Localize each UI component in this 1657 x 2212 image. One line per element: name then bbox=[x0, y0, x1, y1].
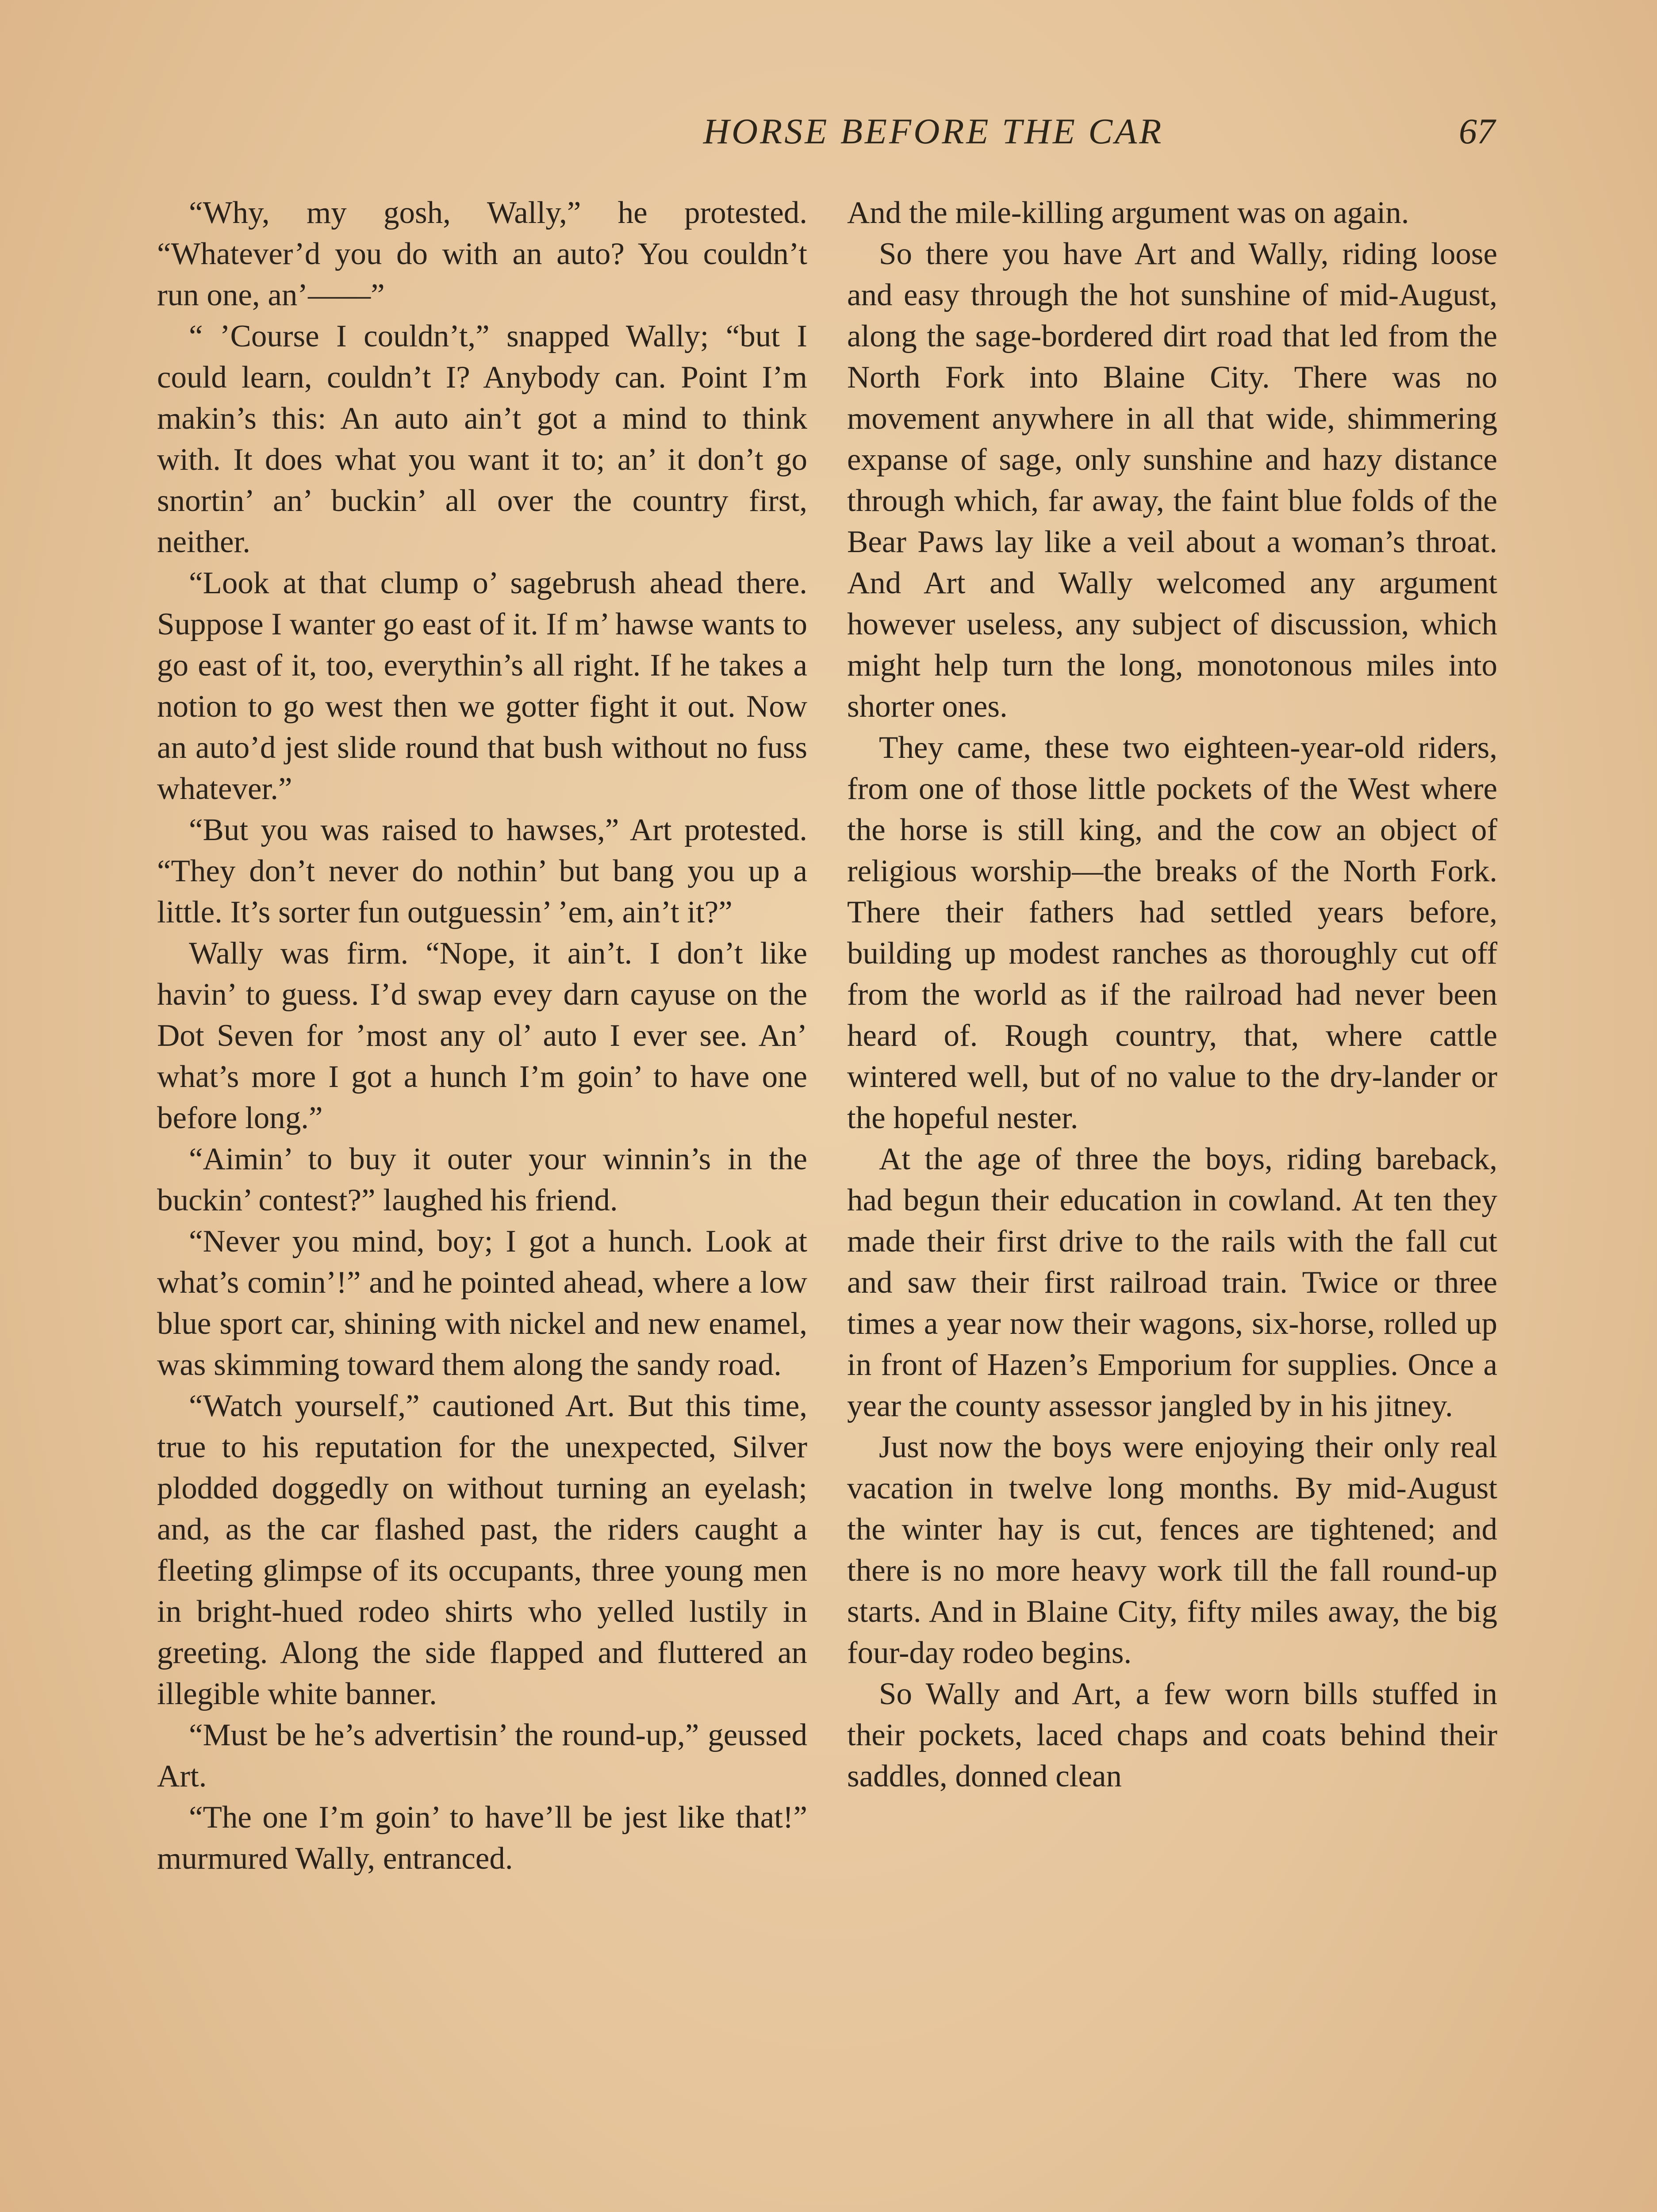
paragraph-continued: And the mile-killing argument was on again. bbox=[847, 196, 1409, 230]
paragraph: “Why, my gosh, Wally,” he protested. “Whatever’d you do with an auto? You couldn’t run one, an’——” bbox=[157, 196, 807, 312]
paragraph: So Wally and Art, a few worn bills stuffed in their pockets, laced chaps and coats behind their saddles, donned clean bbox=[847, 1677, 1497, 1793]
paragraph: “Aimin’ to buy it outer your winnin’s in the buckin’ contest?” laughed his friend. bbox=[157, 1142, 807, 1217]
paragraph: Just now the boys were enjoying their only real vacation in twelve long months. By mid-August the winter hay is cut, fences are tightened; and there is no more heavy work till the fall round-up starts. And in Blaine City, fifty miles away, the big four-day rodeo begins. bbox=[847, 1430, 1497, 1670]
paragraph: Wally was firm. “Nope, it ain’t. I don’t like havin’ to guess. I’d swap evey darn cayuse on the Dot Seven for ’most any ol’ auto I ever see. An’ what’s more I got a hunch I’m goin’ to have one before long.” bbox=[157, 936, 807, 1135]
page-header bbox=[159, 111, 1495, 177]
left-column bbox=[157, 192, 807, 2212]
paragraph: “Must be he’s advertisin’ the round-up,” geussed Art. bbox=[157, 1718, 807, 1793]
right-column bbox=[847, 192, 1497, 2212]
paragraph: “Never you mind, boy; I got a hunch. Look at what’s comin’!” and he pointed ahead, where a low blue sport car, shining with nickel and new enamel, was skimming toward them along the sandy road. bbox=[157, 1224, 807, 1382]
paragraph: They came, these two eighteen-year-old riders, from one of those little pockets of the West where the horse is still king, and the cow an object of religious worship—the breaks of the North Fork. There their fathers had settled years before, building up modest ranches as thoroughly cut off from the world as if the railroad had never been heard of. Rough country, that, where cattle wintered well, but of no value to the dry-lander or the hopeful nester. bbox=[847, 730, 1497, 1135]
page-number: 67 bbox=[1459, 111, 1495, 151]
paragraph: So there you have Art and Wally, riding loose and easy through the hot sunshine of mid-August, along the sage-bordered dirt road that led from the North Fork into Blaine City. There was no movement anywhere in all that wide, shimmering expanse of sage, only sunshine and hazy distance through which, far away, the faint blue folds of the Bear Paws lay like a veil about a woman’s throat. And Art and Wally welcomed any argument however useless, any subject of discussion, which might help turn the long, monotonous miles into shorter ones. bbox=[847, 237, 1497, 724]
paragraph: “The one I’m goin’ to have’ll be jest like that!” murmured Wally, entranced. bbox=[157, 1800, 807, 1876]
paragraph: “Look at that clump o’ sagebrush ahead there. Suppose I wanter go east of it. If m’ hawse wants to go east of it, too, everythin’s all right. If he takes a notion to go west then we gotter fight it out. Now an auto’d jest slide round that bush without no fuss whatever.” bbox=[157, 566, 807, 806]
paragraph: At the age of three the boys, riding bareback, had begun their education in cowland. At ten they made their first drive to the rails with the fall cut and saw their first railroad train. Twice or three times a year now their wagons, six-horse, rolled up in front of Hazen’s Emporium for supplies. Once a year the county assessor jangled by in his jitney. bbox=[847, 1142, 1497, 1423]
paragraph: “But you was raised to hawses,” Art protested. “They don’t never do nothin’ but bang you up a little. It’s sorter fun outguessin’ ’em, ain’t it?” bbox=[157, 813, 807, 929]
running-head: HORSE BEFORE THE CAR bbox=[703, 111, 1164, 151]
paragraph: “ ’Course I couldn’t,” snapped Wally; “but I could learn, couldn’t I? Anybody can. Point I’m makin’s this: An auto ain’t got a mind to think with. It does what you want it to; an’ it don’t go snortin’ an’ buckin’ all over the country first, neither. bbox=[157, 319, 807, 559]
paragraph: “Watch yourself,” cautioned Art. But this time, true to his reputation for the unexpected, Silver plodded doggedly on without turning an eyelash; and, as the car flashed past, the riders caught a fleeting glimpse of its occupants, three young men in bright-hued rodeo shirts who yelled lustily in greeting. Along the side flapped and fluttered an illegible white banner. bbox=[157, 1389, 807, 1711]
